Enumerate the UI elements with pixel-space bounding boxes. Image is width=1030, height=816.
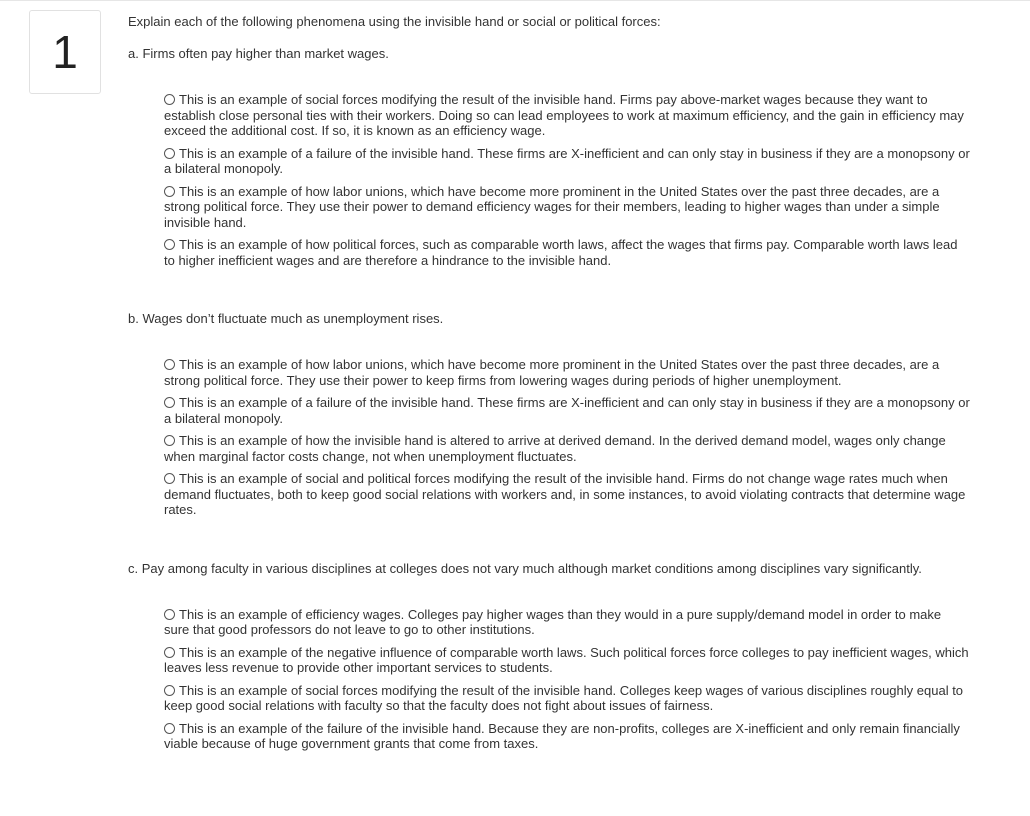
option-text: This is an example of how political forces, such as comparable worth laws, affect the wages that firms pay. Comparable worth laws lead to higher inefficient wages and are therefore a hindrance to the invisible hand. — [164, 237, 958, 268]
part-a-option-2[interactable] — [164, 146, 970, 177]
radio-button[interactable] — [164, 435, 175, 446]
part-c-options — [164, 607, 970, 752]
part-c-option-2[interactable] — [164, 645, 970, 676]
radio-button[interactable] — [164, 723, 175, 734]
option-text: This is an example of a failure of the invisible hand. These firms are X-inefficient and can only stay in business if they are a monopsony or a bilateral monopoly. — [164, 145, 970, 176]
part-b-option-4[interactable] — [164, 471, 970, 518]
radio-button[interactable] — [164, 609, 175, 620]
option-text: This is an example of a failure of the invisible hand. These firms are X-inefficient and can only stay in business if they are a monopsony or a bilateral monopoly. — [164, 395, 970, 426]
radio-button[interactable] — [164, 186, 175, 197]
option-text: This is an example of efficiency wages. Colleges pay higher wages than they would in a pure supply/demand model in order to make sure that good professors do not leave to go to other institutions. — [164, 606, 942, 637]
question-number: 1 — [29, 10, 101, 94]
part-b-option-2[interactable] — [164, 395, 970, 426]
radio-button[interactable] — [164, 94, 175, 105]
part-c-option-1[interactable] — [164, 607, 970, 638]
part-b-options — [164, 357, 970, 518]
question-prompt: Explain each of the following phenomena using the invisible hand or social or political forces: — [128, 14, 661, 29]
option-text: This is an example of how labor unions, which have become more prominent in the United States over the past three decades, are a strong political force. They use their power to demand efficiency wages for their members, leading to higher wages than under a simple invisible hand. — [164, 183, 940, 230]
radio-button[interactable] — [164, 359, 175, 370]
part-b-label: b. Wages don’t fluctuate much as unemployment rises. — [128, 311, 444, 326]
radio-button[interactable] — [164, 148, 175, 159]
option-text: This is an example of how the invisible hand is altered to arrive at derived demand. In the derived demand model, wages only change when marginal factor costs change, not when unemployment fluctuates. — [164, 433, 946, 464]
part-b-option-1[interactable] — [164, 357, 970, 388]
part-a-options — [164, 92, 970, 268]
part-b-option-3[interactable] — [164, 433, 970, 464]
question-body — [128, 14, 988, 759]
option-text: This is an example of social forces modifying the result of the invisible hand. Firms pay above-market wages because they want to establish close personal ties with their workers. Doing so can lead employees to work at maximum efficiency, and the gain in efficiency may exceed the additional cost. If so, it is known as an efficiency wage. — [164, 92, 964, 138]
radio-button[interactable] — [164, 397, 175, 408]
radio-button[interactable] — [164, 473, 175, 484]
part-a-label: a. Firms often pay higher than market wages. — [128, 46, 389, 61]
radio-button[interactable] — [164, 647, 175, 658]
option-text: This is an example of the negative influence of comparable worth laws. Such political forces force colleges to pay inefficient wages, which leaves less revenue to provide other important services to students. — [164, 644, 969, 675]
part-a-option-4[interactable] — [164, 237, 970, 268]
part-c-label: c. Pay among faculty in various disciplines at colleges does not vary much although market conditions among disciplines vary significantly. — [128, 560, 922, 576]
part-c-option-4[interactable] — [164, 721, 970, 752]
option-text: This is an example of the failure of the invisible hand. Because they are non-profits, colleges are X-inefficient and only remain financially viable because of huge government grants that come from taxes. — [164, 720, 960, 751]
part-c-option-3[interactable] — [164, 683, 970, 714]
option-text: This is an example of social forces modifying the result of the invisible hand. Colleges keep wages of various disciplines roughly equal to keep good social relations with faculty so that the faculty does not fight about issues of fairness. — [164, 682, 964, 713]
part-a-option-3[interactable] — [164, 184, 970, 231]
radio-button[interactable] — [164, 239, 175, 250]
option-text: This is an example of how labor unions, which have become more prominent in the United States over the past three decades, are a strong political force. They use their power to keep firms from lowering wages during periods of higher unemployment. — [164, 357, 940, 388]
part-a-option-1[interactable] — [164, 92, 970, 139]
option-text: This is an example of social and political forces modifying the result of the invisible hand. Firms do not change wage rates much when demand fluctuates, both to keep good social relations with workers and, in some instances, to avoid violating contracts that determine wage rates. — [164, 471, 966, 517]
radio-button[interactable] — [164, 685, 175, 696]
top-divider — [0, 0, 1030, 1]
